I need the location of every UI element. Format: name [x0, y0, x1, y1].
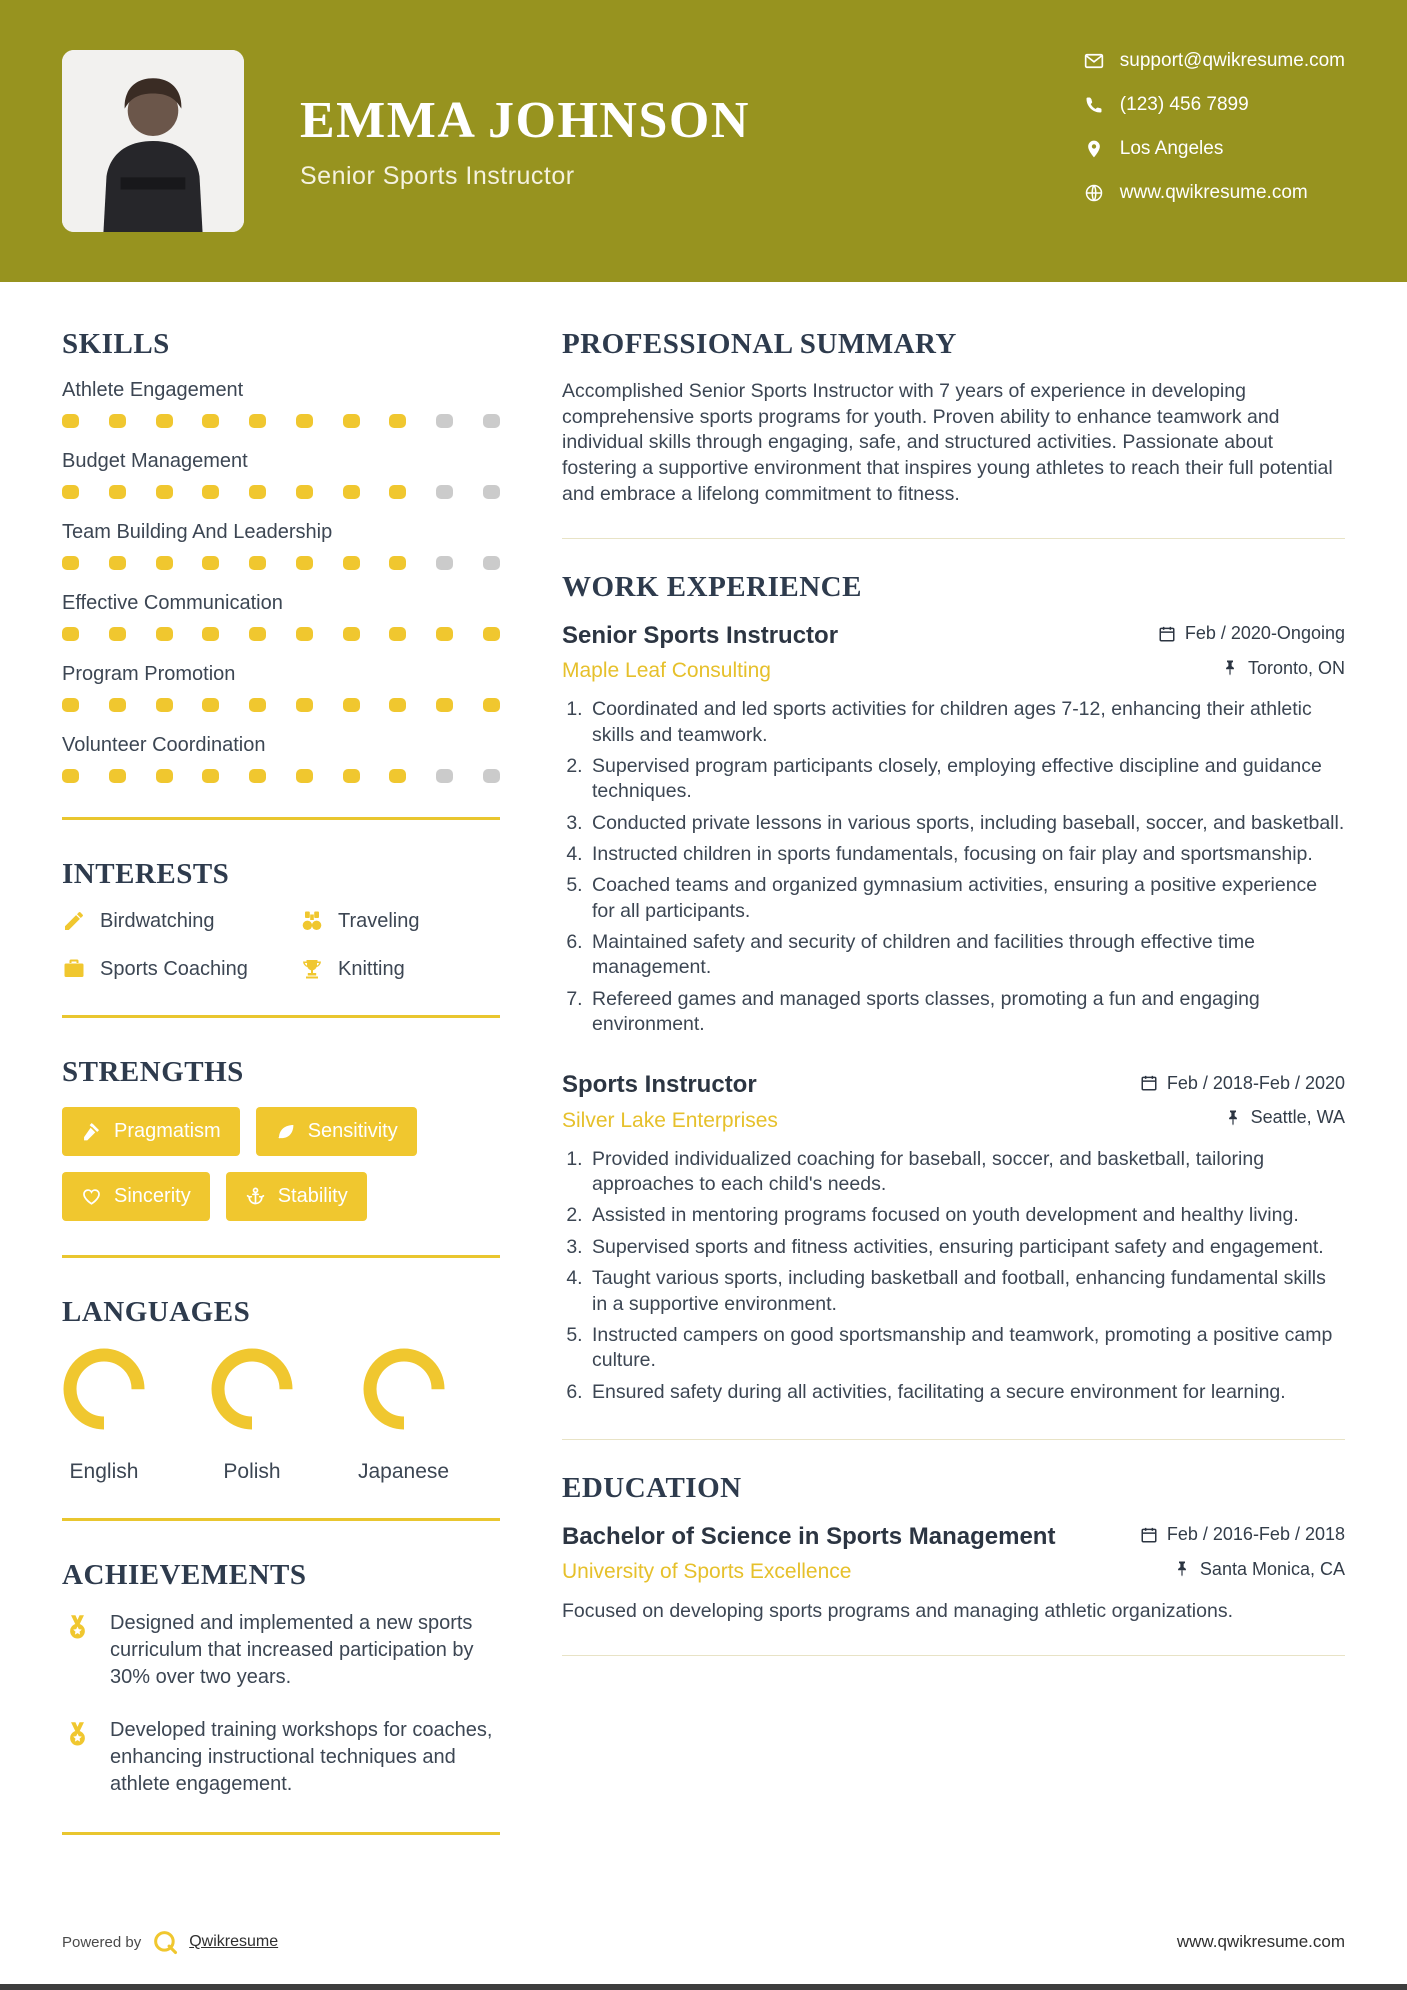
skill-dot [109, 698, 126, 712]
calendar-icon [1140, 1526, 1158, 1544]
strength-badge [62, 1172, 210, 1221]
contact-item [1084, 50, 1345, 72]
languages-list [62, 1347, 500, 1484]
skill-dot [202, 627, 219, 641]
education-heading: EDUCATION [562, 1471, 742, 1504]
location-icon [1084, 139, 1104, 159]
education-dates-text: Feb / 2016-Feb / 2018 [1166, 1524, 1345, 1545]
calendar-icon [1158, 625, 1176, 643]
anchor-icon [245, 1186, 266, 1207]
job-header [562, 1071, 1345, 1099]
contact-text[interactable]: (123) 456 7899 [1119, 94, 1249, 115]
skill-dot [109, 627, 126, 641]
skill-item [62, 663, 500, 712]
skill-dot [483, 485, 500, 499]
contact-text[interactable]: Los Angeles [1119, 138, 1224, 159]
section-divider [62, 1832, 500, 1835]
interest-item [62, 957, 292, 981]
pin-icon [1173, 1560, 1191, 1578]
skill-name: Effective Communication [62, 592, 283, 614]
skill-rating [62, 698, 500, 712]
work-experience-section [562, 571, 1345, 1440]
identity-block [300, 91, 750, 191]
strength-badge [256, 1107, 417, 1156]
footer [62, 1928, 1345, 1956]
globe-icon [1084, 183, 1104, 203]
bullet-item: 1. Coordinated and led sports activities for children ages 7-12, enhancing their athletic skills and teamwork. [588, 697, 1345, 748]
skill-item [62, 521, 500, 570]
language-gauge [62, 1347, 146, 1436]
skill-name: Team Building And Leadership [62, 521, 333, 543]
tools-icon [81, 1121, 102, 1142]
contact-text[interactable]: www.qwikresume.com [1119, 182, 1308, 203]
interest-item [300, 957, 500, 981]
school-name: University of Sports Excellence [562, 1560, 852, 1584]
header [0, 0, 1407, 282]
language-label: Polish [223, 1460, 281, 1483]
section-divider [62, 1015, 500, 1018]
binoculars-icon [300, 909, 324, 933]
skill-dot [62, 414, 79, 428]
skill-dot [483, 627, 500, 641]
skill-rating [62, 414, 500, 428]
skill-dot [62, 556, 79, 570]
skill-dot [389, 485, 406, 499]
skill-dot [483, 556, 500, 570]
skills-section [62, 328, 500, 820]
skill-dot [343, 414, 360, 428]
heart-icon [81, 1186, 102, 1207]
skill-dot [202, 556, 219, 570]
contact-list [1084, 50, 1345, 204]
skill-dot [62, 698, 79, 712]
person-job-title: Senior Sports Instructor [300, 162, 575, 190]
interest-item [300, 909, 500, 933]
skill-dot [436, 485, 453, 499]
briefcase-icon [62, 957, 86, 981]
person-name: EMMA JOHNSON [300, 92, 750, 149]
skill-dot [483, 414, 500, 428]
email-icon [1084, 51, 1104, 71]
skill-dot [156, 698, 173, 712]
skill-dot [343, 556, 360, 570]
bullet-item: 2. Supervised program participants closely, employing effective discipline and guidance techniques. [588, 754, 1345, 805]
section-divider [562, 538, 1345, 539]
skill-dot [343, 769, 360, 783]
interest-label: Knitting [337, 957, 405, 980]
job-entry [562, 622, 1345, 1038]
skill-item [62, 592, 500, 641]
skill-name: Athlete Engagement [62, 379, 244, 401]
achievement-text: Designed and implemented a new sports curriculum that increased participation by 30% over two years. [110, 1612, 474, 1688]
summary-heading: PROFESSIONAL SUMMARY [562, 328, 957, 360]
achievement-text: Developed training workshops for coaches, enhancing instructional techniques and athlete engagement. [110, 1719, 493, 1795]
bullet-item: 3. Conducted private lessons in various sports, including baseball, soccer, and basketball. [588, 811, 1345, 836]
achievement-item [62, 1717, 500, 1798]
skill-dot [483, 698, 500, 712]
skill-dot [389, 769, 406, 783]
contact-text[interactable]: support@qwikresume.com [1119, 50, 1345, 71]
skill-dot [156, 627, 173, 641]
strength-label: Sincerity [114, 1185, 191, 1207]
skill-dot [62, 627, 79, 641]
skill-dot [109, 414, 126, 428]
skill-dot [249, 414, 266, 428]
skill-dot [202, 698, 219, 712]
achievement-item [62, 1610, 500, 1691]
medal-icon [62, 1719, 93, 1750]
strengths-heading: STRENGTHS [62, 1056, 244, 1088]
skill-dot [62, 485, 79, 499]
pin-icon [1224, 1109, 1242, 1127]
trophy-icon [300, 957, 324, 981]
skill-dot [343, 627, 360, 641]
skill-dot [436, 769, 453, 783]
leaf-icon [275, 1121, 296, 1142]
skill-rating [62, 769, 500, 783]
bullet-item: 6. Ensured safety during all activities, facilitating a secure environment for learning. [588, 1380, 1345, 1405]
achievements-heading: ACHIEVEMENTS [62, 1559, 307, 1591]
left-column [62, 328, 500, 1873]
skill-dot [483, 769, 500, 783]
languages-section [62, 1296, 500, 1521]
strengths-section [62, 1056, 500, 1258]
skill-dot [296, 627, 313, 641]
footer-website-link[interactable]: www.qwikresume.com [1176, 1932, 1345, 1951]
contact-item [1084, 182, 1345, 204]
skill-dot [296, 485, 313, 499]
job-dates [1140, 1073, 1345, 1094]
section-divider [562, 1655, 1345, 1656]
bullet-item: 6. Maintained safety and security of children and facilities through effective time management. [588, 930, 1345, 981]
skill-dot [109, 556, 126, 570]
right-column [562, 328, 1345, 1873]
skill-rating [62, 485, 500, 499]
skill-dot [389, 627, 406, 641]
job-title: Sports Instructor [562, 1071, 757, 1099]
strength-badge [226, 1172, 367, 1221]
interests-section [62, 858, 500, 1018]
strength-label: Stability [277, 1185, 348, 1207]
skill-dot [296, 698, 313, 712]
section-divider [62, 1518, 500, 1521]
skill-dot [249, 698, 266, 712]
language-gauge [362, 1347, 446, 1436]
pen-icon [62, 909, 86, 933]
section-divider [62, 817, 500, 820]
job-location [1221, 658, 1345, 679]
skill-item [62, 734, 500, 783]
job-entry [562, 1071, 1345, 1405]
skill-dot [249, 485, 266, 499]
main-content [0, 282, 1407, 1873]
skill-dot [202, 769, 219, 783]
interest-label: Sports Coaching [100, 957, 248, 980]
skill-dot [436, 698, 453, 712]
language-label: English [69, 1460, 139, 1483]
job-subheader [562, 658, 1345, 684]
job-location-text: Toronto, ON [1247, 657, 1345, 678]
company-name: Silver Lake Enterprises [562, 1108, 778, 1132]
education-header [562, 1523, 1345, 1551]
skill-dot [296, 556, 313, 570]
skill-dot [156, 556, 173, 570]
language-gauge [210, 1347, 294, 1436]
skill-item [62, 379, 500, 428]
job-dates-text: Feb / 2018-Feb / 2020 [1166, 1072, 1345, 1093]
pin-icon [1221, 659, 1239, 677]
skill-dot [343, 485, 360, 499]
powered-by-text: Powered by [62, 1933, 142, 1951]
education-description: Focused on developing sports programs and managing athletic organizations. [562, 1600, 1233, 1623]
skill-dot [296, 769, 313, 783]
strength-badges [62, 1107, 472, 1221]
powered-by [62, 1928, 278, 1956]
language-item [62, 1347, 146, 1484]
interests-grid [62, 909, 500, 981]
bullet-item: 2. Assisted in mentoring programs focused on youth development and healthy living. [588, 1203, 1345, 1228]
skill-dot [202, 414, 219, 428]
skill-name: Program Promotion [62, 663, 236, 685]
contact-item [1084, 94, 1345, 116]
bullet-item: 4. Instructed children in sports fundamentals, focusing on fair play and sportsmanship. [588, 842, 1345, 867]
brand-link[interactable]: Qwikresume [189, 1933, 279, 1950]
company-name: Maple Leaf Consulting [562, 659, 771, 683]
summary-section [562, 328, 1345, 539]
job-subheader [562, 1107, 1345, 1133]
job-location [1224, 1107, 1345, 1128]
section-divider [562, 1439, 1345, 1440]
bullet-item: 5. Coached teams and organized gymnasium activities, ensuring a positive experience for all participants. [588, 873, 1345, 924]
strength-label: Pragmatism [114, 1120, 221, 1142]
job-dates [1158, 623, 1345, 644]
skills-heading: SKILLS [62, 328, 170, 360]
interests-heading: INTERESTS [62, 858, 230, 890]
job-bullet-list [562, 1147, 1345, 1405]
job-bullet-list [562, 697, 1345, 1037]
job-title: Senior Sports Instructor [562, 621, 839, 649]
medal-icon [62, 1612, 93, 1643]
profile-photo-image [62, 50, 244, 232]
skill-rating [62, 627, 500, 641]
skill-dot [156, 769, 173, 783]
language-item [210, 1347, 294, 1484]
education-dates [1140, 1524, 1345, 1545]
bullet-item: 7. Refereed games and managed sports classes, promoting a fun and engaging environment. [588, 987, 1345, 1038]
strength-badge [62, 1107, 240, 1156]
skill-dot [62, 769, 79, 783]
skill-dot [436, 627, 453, 641]
languages-heading: LANGUAGES [62, 1296, 251, 1328]
achievements-section [62, 1559, 500, 1835]
interest-item [62, 909, 292, 933]
bullet-item: 1. Provided individualized coaching for baseball, soccer, and basketball, tailoring approaches to each child's needs. [588, 1147, 1345, 1198]
phone-icon [1084, 95, 1104, 115]
education-subheader [562, 1559, 1345, 1585]
qwikresume-logo-icon [151, 1928, 179, 1956]
bullet-item: 4. Taught various sports, including basketball and football, enhancing fundamental skills in a supportive environment. [588, 1266, 1345, 1317]
bullet-item: 5. Instructed campers on good sportsmanship and teamwork, promoting a positive camp culture. [588, 1323, 1345, 1374]
profile-photo [62, 50, 244, 232]
skill-dot [389, 556, 406, 570]
section-divider [62, 1255, 500, 1258]
calendar-icon [1140, 1074, 1158, 1092]
skill-dot [389, 414, 406, 428]
degree-title: Bachelor of Science in Sports Management [562, 1522, 1056, 1550]
education-section [562, 1472, 1345, 1656]
education-location [1173, 1559, 1345, 1580]
skill-dot [249, 627, 266, 641]
contact-item [1084, 138, 1345, 160]
job-location-text: Seattle, WA [1250, 1107, 1345, 1128]
skill-dot [436, 414, 453, 428]
skill-dot [389, 698, 406, 712]
skill-rating [62, 556, 500, 570]
skill-dot [343, 698, 360, 712]
skill-dot [202, 485, 219, 499]
language-label: Japanese [358, 1460, 450, 1483]
summary-text: Accomplished Senior Sports Instructor with 7 years of experience in developing comprehensive sports programs for youth. Proven ability to enhance teamwork and individual skills through engaging, safe, and structured activities. Passionate about fostering a supportive environment that inspires young athletes to reach their full potential and embrace a lifelong commitment to fitness. [562, 380, 1333, 505]
skill-dot [249, 769, 266, 783]
skill-item [62, 450, 500, 499]
skill-dot [109, 485, 126, 499]
interest-label: Birdwatching [100, 909, 215, 932]
skill-dot [249, 556, 266, 570]
language-item [358, 1347, 449, 1484]
skill-name: Volunteer Coordination [62, 734, 266, 756]
job-header [562, 622, 1345, 650]
skill-dot [296, 414, 313, 428]
bullet-item: 3. Supervised sports and fitness activities, ensuring participant safety and engagement. [588, 1235, 1345, 1260]
job-dates-text: Feb / 2020-Ongoing [1184, 623, 1345, 644]
strength-label: Sensitivity [307, 1120, 398, 1142]
work-experience-heading: WORK EXPERIENCE [562, 570, 862, 603]
bottom-edge-bar [0, 1984, 1407, 1990]
skill-name: Budget Management [62, 450, 248, 472]
skill-dot [156, 485, 173, 499]
interest-label: Traveling [337, 909, 420, 932]
education-location-text: Santa Monica, CA [1199, 1558, 1345, 1579]
skill-dot [436, 556, 453, 570]
skill-dot [156, 414, 173, 428]
skill-dot [109, 769, 126, 783]
